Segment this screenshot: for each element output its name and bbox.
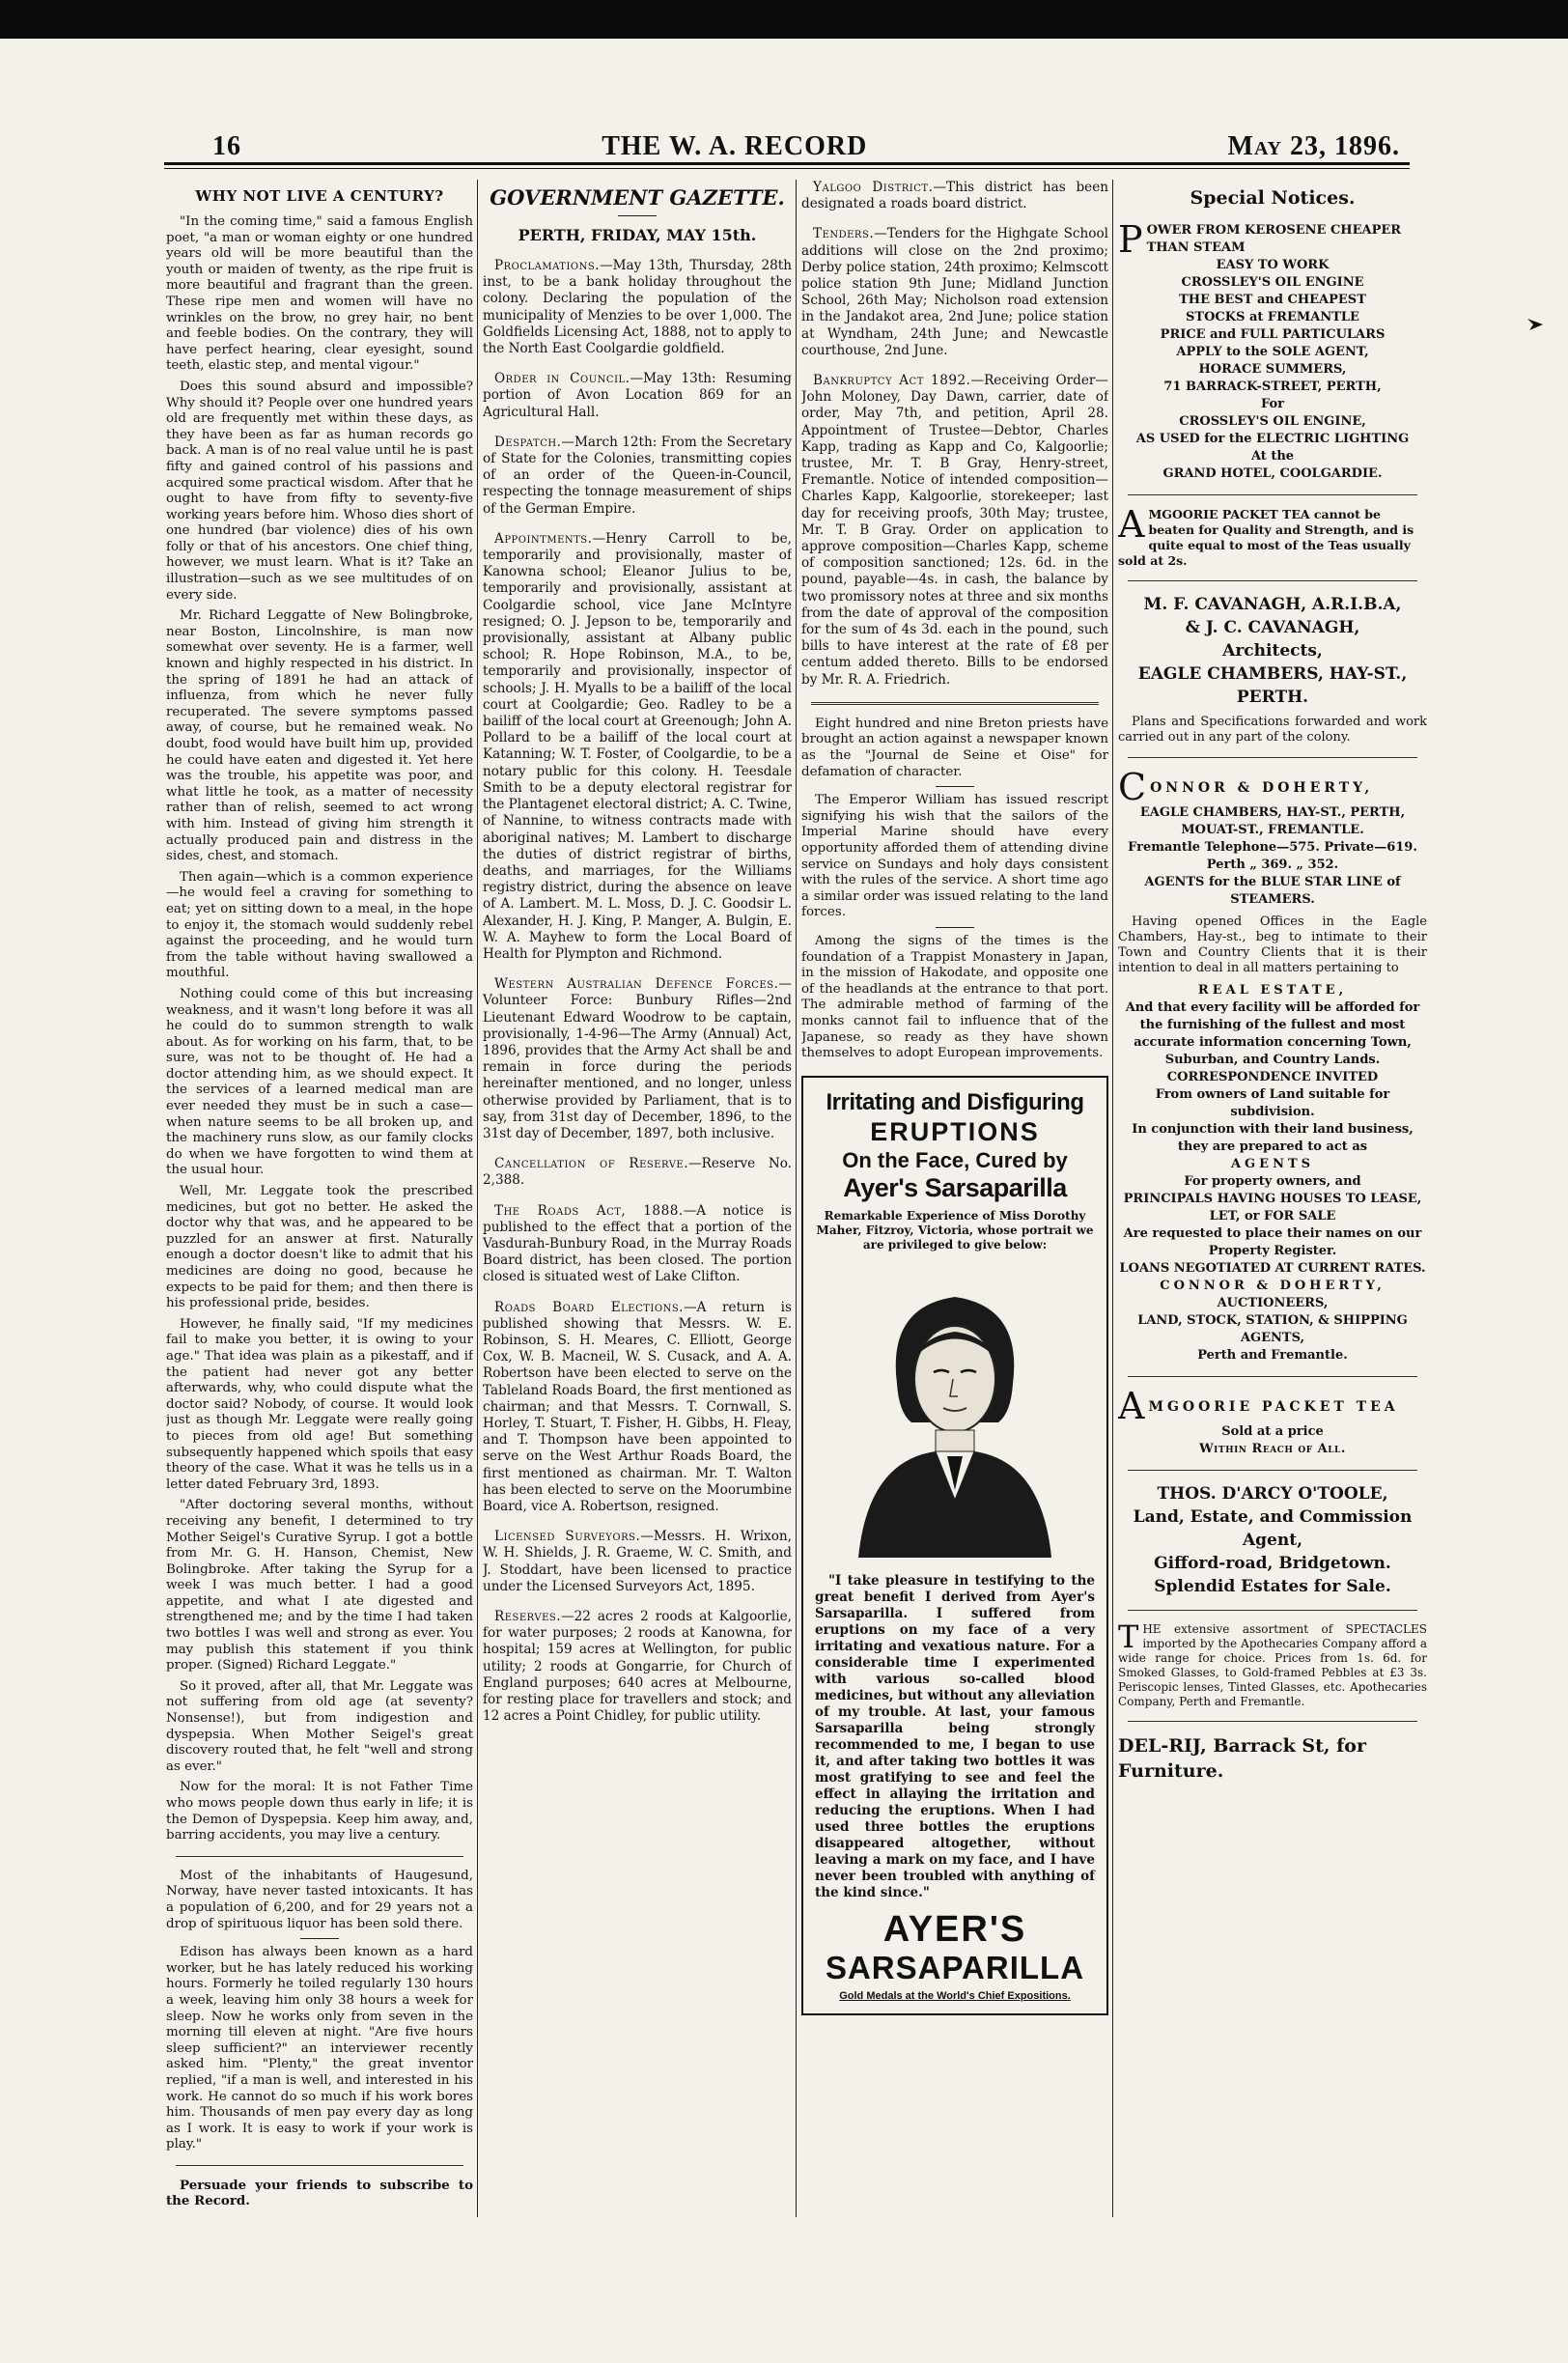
architects-line: M. F. CAVANAGH, A.R.I.B.A, xyxy=(1143,595,1402,614)
tea2-title: MGOORIE PACKET TEA xyxy=(1148,1399,1399,1415)
gazette-title: GOVERNMENT GAZETTE. xyxy=(490,185,785,210)
column-rule xyxy=(477,180,478,2217)
connor-line: MOUAT-ST., FREMANTLE. xyxy=(1181,823,1364,837)
gazette-dateline: PERTH, FRIDAY, MAY 15th. xyxy=(518,226,757,244)
article-paragraph: So it proved, after all, that Mr. Leggate was not suffering from old age (at seventy? Nonsense!), but from indigestion and dyspepsia. When Mother Seigel's great discovery routed that, he felt "well and strong as ever." xyxy=(166,1678,473,1774)
divider xyxy=(618,215,657,216)
gazette-item-text: —Henry Carroll to be, temporarily and provisionally, master of Kanowna school; Eleanor Julius to be, temporarily and provisionally, assistant at Coolgardie school, vice Jane McIntyre resigned; O. J. Jepson to be, temporarily and provisionally, assistant at Albany public school; R. Hope Robinson, M.A., to be, temporarily and provisionally, inspector of schools; J. H. Myalls to be a bailiff of the local court at Coolgardie; Geo. Radley to be a bailiff of the local court at Greenough; John A. Pollard to be a bailiff of the local court at Katanning; W. T. Foster, of Coolgardie, to be a notary public for this colony. H. Teesdale Smith to be a deputy electoral registrar for the Plantagenet electoral district; A. C. Twine, of Nannine, to witness contracts made with aboriginal natives; M. Lambert to discharge the duties of district registrar of births, deaths, and marriages, for the Williams registry district, during the absence on leave of A. Lambert. M. L. Moss, D. J. C. Goodsir L. Alexander, H. J. King, P. Manger, A. Bulgin, E. W. A. Mayhew to form the Local Board of Health for Plympton and Richmond. xyxy=(483,530,792,962)
subscribe-note: Persuade your friends to subscribe to the Record. xyxy=(166,2177,473,2209)
kerosene-line: For xyxy=(1260,397,1285,411)
drop-cap: A xyxy=(1118,1389,1145,1423)
header-rule xyxy=(164,162,1410,169)
article-edison: Edison has always been known as a hard worker, but he has lately reduced his working hours. Formerly he toiled regularly 130 hours a week, leaving him only 38 hours a week for sleep. Now he works only from seven in the morning till eleven at night. "Are five hours sleep sufficient?" an interviewer recently asked him. "Plenty," the great inventor replied, "if a man is well, and interested in his work. He cannot do so much if his work bores him. Thousands of men pay every day as long as I work. It is easy to work if your work is play." xyxy=(166,1945,473,2152)
kerosene-line: GRAND HOTEL, COOLGARDIE. xyxy=(1162,466,1383,481)
ad-headline-eruptions: ERUPTIONS xyxy=(870,1116,1040,1146)
connor-line: PRINCIPALS HAVING HOUSES TO LEASE, LET, or FOR SALE xyxy=(1123,1192,1422,1224)
gazette-item-head: Licensed Surveyors. xyxy=(494,1529,641,1545)
gazette-item-text: —Messrs. H. Wrixon, W. H. Shields, J. R. Graeme, W. C. Smith, and J. Stoddart, have been licensed to practice under the Licensed Surveyors Act, 1895. xyxy=(483,1529,792,1594)
article-paragraph: Nothing could come of this but increasing weakness, and it wasn't long before it was all he could do to summon strength to walk about. As for working on his farm, that, to be sure, was not to be thought of. He had a doctor attending him, as we should expect. It the services of a learned medical man are ever needed they must be in such a case—when nature seems to be all broken up, and the machinery runs slow, as our family clocks do when we have forgotten to wind them at the usual hour. xyxy=(166,986,473,1178)
connor-line: CORRESPONDENCE INVITED xyxy=(1166,1070,1379,1084)
kerosene-line: OWER FROM KEROSENE CHEAPER THAN STEAM xyxy=(1146,223,1402,255)
column-1 xyxy=(166,180,473,2227)
gazette-item-head: Despatch. xyxy=(494,434,562,450)
gazette-item-head: Western Australian Defence Forces. xyxy=(494,976,779,993)
ad-footer: Gold Medals at the World's Chief Expositions. xyxy=(839,1989,1071,2002)
gazette-item-head: The Roads Act, 1888. xyxy=(494,1202,684,1219)
gazette-item xyxy=(483,435,792,518)
divider xyxy=(300,1938,339,1939)
connor-paragraph: Having opened Offices in the Eagle Chambers, Hay-st., beg to intimate to their Town and Country Clients that it is their intention to deal in all matters pertaining to xyxy=(1118,914,1427,975)
gazette-item xyxy=(483,531,792,963)
otoole-ad xyxy=(1118,1482,1427,1598)
kerosene-line: APPLY to the SOLE AGENT, xyxy=(1176,345,1369,359)
connor-line: Perth „ 369. „ 352. xyxy=(1206,858,1339,872)
drop-cap: C xyxy=(1118,770,1147,804)
kerosene-line: CROSSLEY'S OIL ENGINE xyxy=(1181,275,1364,290)
gazette-item xyxy=(801,180,1108,212)
gazette-item-text: —March 12th: From the Secretary of State for the Colonies, transmitting copies of an order of the Queen-in-Council, respecting the tonnage measurement of ships of the German Empire. xyxy=(483,434,792,517)
connor-line: AGENTS for the BLUE STAR LINE of STEAMERS. xyxy=(1144,875,1401,907)
gazette-item-text: —This district has been designated a roads board district. xyxy=(801,180,1108,212)
architects-line: Plans and Specifications forwarded and work carried out in any part of the colony. xyxy=(1118,715,1427,745)
article-body xyxy=(166,214,473,1844)
portrait-illustration xyxy=(839,1268,1071,1558)
gazette-item-text: —Volunteer Force: Bunbury Rifles—2nd Lieutenant Edward Woodrow to be captain, provisionally, 1-4-96—The Army (Annual) Act, 1896, provides that the Army Act shall be and remain in force during the periods hereinafter mentioned, and no longer, unless otherwise provided by Parliament, that is to say, from 31st day of December, 1896, to the 31st day of December, 1897, both inclusive. xyxy=(483,976,792,1141)
article-paragraph: However, he finally said, "If my medicines fail to make you better, it is owing to your age." That idea was plain as a pikestaff, and if the patient had never got any better afterwards, why, who could dispute what the doctor said? Nobody, of course. It would look just as though Mr. Leggate were really going to pieces from old age! But something subsequently happened which spoils that easy theory of the case. What it was he tells us in a letter dated February 3rd, 1893. xyxy=(166,1316,473,1492)
gazette-item-text: —A return is published showing that Messrs. W. E. Robinson, S. H. Meares, C. Elliott, George Cox, W. B. Macneil, W. S. Cusack, and A. A. Robertson have been elected to serve on the Tableland Roads Board, the first mentioned as chairman; and that Messrs. T. Cornwall, S. Horley, T. Stuart, T. Fisher, H. Gibbs, H. Fleay, and T. Thompson have been appointed to serve on the West Arthur Roads Board, the first mentioned as chairman. Mr. T. Walton has been elected to serve on the Moorumbine Board, vice A. Robertson, resigned. xyxy=(483,1299,792,1515)
kerosene-line: STOCKS at FREMANTLE xyxy=(1186,310,1359,324)
connor-line: Fremantle Telephone—575. Private—619. xyxy=(1128,840,1417,855)
otoole-line: THOS. D'ARCY O'TOOLE, xyxy=(1157,1484,1388,1504)
gazette-item-text: —May 13th, Thursday, 28th inst, to be a bank holiday throughout the colony. Declaring the population of the municipality of Menzies to be over 1,000. The Goldfields Licensing Act, 1888, not to apply to the North East Coolgardie goldfield. xyxy=(483,258,792,357)
issue-date: May 23, 1896. xyxy=(1227,131,1400,161)
article-paragraph: Now for the moral: It is not Father Time who mows people down thus early in life; it is the Demon of Dyspepsia. Keep him away, and, barring accidents, you may live a century. xyxy=(166,1780,473,1843)
gazette-item-head: Cancellation of Reserve. xyxy=(494,1156,689,1172)
spectacles-ad xyxy=(1118,1622,1427,1709)
gazette-items xyxy=(483,258,792,1725)
gazette-item xyxy=(483,258,792,357)
divider xyxy=(936,927,974,928)
gazette-item-text: —Reserve No. 2,388. xyxy=(483,1156,792,1189)
page-number: 16 xyxy=(212,131,241,161)
furniture-ad: DEL-RIJ, Barrack St, for Furniture. xyxy=(1118,1735,1366,1782)
divider xyxy=(1128,757,1417,758)
kerosene-line: HORACE SUMMERS, xyxy=(1198,362,1347,377)
ayers-advertisement xyxy=(801,1076,1108,2015)
gazette-item xyxy=(483,976,792,1142)
divider xyxy=(1128,1610,1417,1611)
kerosene-line: THE BEST and CHEAPEST xyxy=(1179,293,1366,307)
gazette-item xyxy=(483,1300,792,1516)
gazette-item-head: Bankruptcy Act 1892. xyxy=(813,373,971,389)
connor-line: REAL ESTATE, xyxy=(1197,983,1348,998)
divider xyxy=(1128,1721,1417,1722)
masthead: THE W. A. RECORD xyxy=(602,131,868,161)
gazette-item-head: Roads Board Elections. xyxy=(494,1299,684,1315)
drop-cap: P xyxy=(1118,218,1143,261)
amgoorie-tea-ad xyxy=(1118,507,1427,569)
gazette-item-head: Proclamations. xyxy=(494,258,601,273)
spectacles-text: HE extensive assortment of SPECTACLES imported by the Apothecaries Company afford a wide range for choice. Prices from 1s. 6d. for Smoked Glasses, to Gold-framed Pebbles at £3 3s. Periscopic lenses, Tinted Glasses, etc. Apothecaries Company, Perth and Fremantle. xyxy=(1118,1622,1427,1708)
gazette-item-head: Appointments. xyxy=(494,530,593,547)
otoole-line: Land, Estate, and Commission xyxy=(1133,1507,1413,1527)
connor-line: LOANS NEGOTIATED AT CURRENT RATES. xyxy=(1119,1261,1426,1276)
connor-line: For property owners, and xyxy=(1184,1174,1361,1189)
connor-line: AUCTIONEERS, xyxy=(1217,1296,1329,1310)
gazette-item-text: —A notice is published to the effect that a portion of the Vasdurah-Bunbury Road, in the Murray Roads Board district, has been closed. The portion closed is situated west of Lake Clifton. xyxy=(483,1202,792,1285)
gazette-item xyxy=(801,373,1108,689)
kerosene-ad xyxy=(1118,218,1427,483)
connor-line: LAND, STOCK, STATION, & SHIPPING AGENTS, xyxy=(1137,1313,1408,1345)
connor-line: In conjunction with their land business, they are prepared to act as xyxy=(1132,1122,1414,1154)
article-paragraph: "In the coming time," said a famous English poet, "a man or woman eighty or one hundred years old will be more beautiful than the youth or maiden of twenty, as the ripe fruit is more beautiful and fragrant than the green. These ripe men and women will have no wrinkles on the brow, no grey hair, no bent and feeble bodies. On the contrary, they will have perfect hearing, clear eyesight, sound teeth, elastic step, and mental vigour." xyxy=(166,214,473,374)
article-paragraph: Well, Mr. Leggate took the prescribed medicines, but got no better. He asked the doctor why that was, and he appeared to be puzzled for an answer at first. Naturally enough a doctor doesn't like to admit that his medicines are doing no good, because he expects to be paid for them; and then there is his professional pride, besides. xyxy=(166,1184,473,1311)
ad-brand-product: SARSAPARILLA xyxy=(825,1949,1085,1985)
drop-cap: T xyxy=(1118,1622,1139,1655)
connor-line: CONNOR & DOHERTY, xyxy=(1160,1279,1386,1293)
tea2-line: Sold at a price xyxy=(1221,1424,1324,1439)
kerosene-line: At the xyxy=(1250,449,1295,464)
divider xyxy=(1128,580,1417,581)
divider xyxy=(1128,494,1417,495)
article-paragraph: Then again—which is a common experience—he would feel a craving for something to eat; yet on sitting down to a meal, in the hope to enjoy it, the stomach would suddenly rebel against the proceeding, and he would turn from the table without having swallowed a mouthful. xyxy=(166,869,473,981)
column-rule xyxy=(796,180,797,2217)
page-header xyxy=(212,124,1400,162)
architects-line: PERTH. xyxy=(1236,688,1309,707)
connor-line: And that every facility will be afforded for the furnishing of the fullest and most accurate information concerning Town, Suburban, and Country Lands. xyxy=(1125,1000,1420,1067)
divider xyxy=(176,1856,463,1857)
otoole-line: Splendid Estates for Sale. xyxy=(1154,1577,1391,1596)
article-haugesund: Most of the inhabitants of Haugesund, Norway, have never tasted intoxicants. It has a population of 6,200, and for 29 years not a drop of spirituous liquor has been sold there. xyxy=(166,1868,473,1931)
gazette-item-text: —May 13th: Resuming portion of Avon Location 869 for an Agricultural Hall. xyxy=(483,371,792,420)
connor-line: From owners of Land suitable for subdivision. xyxy=(1155,1087,1390,1119)
column-4 xyxy=(1118,180,1427,2227)
gazette-item xyxy=(483,1609,792,1725)
gazette-item xyxy=(483,1203,792,1286)
column-2 xyxy=(483,180,792,2227)
gazette-item-text: —22 acres 2 roods at Kalgoorlie, for water purposes; 2 roods at Kanowna, for hospital; 159 acres at Wellington, for public utility; 2 roods at Gongarrie, for Church of England purposes; 640 acres at Melbourne, for resting place for travellers and stock; and 12 acres a Point Chidley, for public utility. xyxy=(483,1609,792,1725)
kerosene-line: AS USED for the ELECTRIC LIGHTING xyxy=(1135,432,1410,446)
tea-text: MGOORIE PACKET TEA cannot be beaten for Quality and Strength, and is quite equal to most of the Teas usually sold at 2s. xyxy=(1118,507,1414,568)
notices-title: Special Notices. xyxy=(1190,187,1356,209)
gazette-item-text: —Tenders for the Highgate School additions will close on the 2nd proximo; Derby police station, 24th proximo; Kelmscott police station 9th June; Midland Junction School, 26th May; Nicholson road extension in the Jandakot area, 2nd June; police station at Wyndham, 24th June; and Newcastle courthouse, 2nd June. xyxy=(801,226,1108,358)
connor-line: AGENTS xyxy=(1230,1157,1315,1171)
ad-testimonial: "I take pleasure in testifying to the great benefit I derived from Ayer's Sarsaparilla. I suffered from eruptions on my face of a very irritating and vexatious nature. For a considerable time I experimented with various so-called blood medicines, but without any alleviation of my trouble. At last, your famous Sarsaparilla being strongly recommended to me, I began to use it, and after taking two bottles it was most gratifying to see and feel the effect in allaying the irritation and reducing the eruptions. When I had used three bottles the eruptions disappeared altogether, without leaving a mark on my face, and I have never been troubled with anything of the kind since." xyxy=(815,1572,1095,1900)
gazette-item-text: —Receiving Order—John Moloney, Day Dawn, carrier, date of order, May 7th, and petition, April 28. Appointment of Trustee—Debtor, Charles Kapp, trading as Kapp and Co, Kalgoorlie; trustee, Mr. T. B Gray, Henry-street, Fremantle. Notice of intended composition—Charles Kapp, Kalgoorlie, storekeeper; last day for receiving proofs, 30th May; trustee, Mr. T. B Gray. Order on application to approve composition—Charles Kapp, scheme of composition sanctioned; 12s. 6d. in the pound, payable—4s. in cash, the balance by two promissory notes at three and six months from the date of approval of the composition for the sum of 4s 3d. each in the pound, such bills to have interest at the rate of £8 per centum added thereto. Bills to be endorsed by Mr. R. A. Friedrich. xyxy=(801,373,1108,688)
article-paragraph: Does this sound absurd and impossible? Why should it? People over one hundred years old are frequently met within these days, as they have been as far as human records go back. A man is of no real value until he is past fifty and gained control of his passions and acquired some practical wisdom. After that he ought to have from fifty to seventy-five working years before him. Whoso dies short of one hundred (bar violence) dies of his own folly or that of his ancestors. One chief thing, however, we must learn. What is it? Take an illustration—such as we see multitudes of on every side. xyxy=(166,379,473,603)
ad-headline: Irritating and Disfiguring xyxy=(826,1088,1084,1115)
otoole-line: Agent, xyxy=(1242,1531,1303,1550)
connor-line: Perth and Fremantle. xyxy=(1197,1348,1348,1363)
divider xyxy=(176,2165,463,2166)
gazette-item xyxy=(801,226,1108,359)
architects-line: Architects, xyxy=(1222,641,1323,661)
drop-cap: A xyxy=(1118,507,1145,546)
scan-border xyxy=(0,0,1568,39)
gazette-item xyxy=(483,1529,792,1595)
divider xyxy=(936,786,974,787)
news-briefs xyxy=(801,717,1108,1062)
article-title: WHY NOT LIVE A CENTURY? xyxy=(195,187,444,205)
column-rule xyxy=(1112,180,1113,2217)
gazette-item-head: Reserves. xyxy=(494,1609,562,1625)
architects-line: & J. C. CAVANAGH, xyxy=(1185,618,1360,637)
kerosene-line: EASY TO WORK xyxy=(1216,258,1330,272)
connor-line: EAGLE CHAMBERS, HAY-ST., PERTH, xyxy=(1139,805,1406,820)
kerosene-line: PRICE and FULL PARTICULARS xyxy=(1160,327,1386,342)
gazette-item-head: Yalgoo District. xyxy=(813,180,934,195)
article-paragraph: Mr. Richard Leggatte of New Bolingbroke, near Boston, Lincolnshire, is man now somewhat over seventy. He is a farmer, well known and highly respected in his district. In the spring of 1891 he had an attack of influenza, from which he never fully recuperated. The severe symptoms passed away, of course, but he remained weak. No doubt, food would have built him up, provided he could have eaten and digested it. Yet here was the trouble, his appetite was poor, and what little he took, as a matter of necessity rather than of relish, seemed to act wrong with him. Instead of giving him strength it actually produced pain and distress in the sides, chest, and stomach. xyxy=(166,608,473,864)
gazette-item-head: Order in Council. xyxy=(494,371,630,387)
gazette-item xyxy=(483,371,792,421)
divider xyxy=(1128,1376,1417,1377)
otoole-line: Gifford-road, Bridgetown. xyxy=(1154,1554,1391,1573)
firm-name: ONNOR & DOHERTY, xyxy=(1150,780,1374,796)
divider xyxy=(1128,1470,1417,1471)
ad-brand: AYER'S xyxy=(882,1908,1027,1950)
article-paragraph: "After doctoring several months, without receiving any benefit, I determined to try Mother Seigel's Curative Syrup. I got a bottle from Mr. G. H. Hanson, Chemist, New Bolingbroke. After taking the Syrup for a week I was much better. I had a good appetite, and what I ate digested and strengthened me; and by the time I had taken two bottles I was well and strong as ever. You may publish this statement if you think proper. (Signed) Richard Leggate." xyxy=(166,1498,473,1674)
amgoorie-tea-ad-2 xyxy=(1118,1389,1427,1458)
news-brief: The Emperor William has issued rescript signifying his wish that the sailors of the Imperial Marine should have every opportunity afforded them of attending divine service on Sundays and holy days consistent with the rules of the service. A short time ago a similar order was issued relating to the land forces. xyxy=(801,793,1108,920)
divider xyxy=(811,702,1099,705)
news-brief: Among the signs of the times is the foundation of a Trappist Monastery in Japan, in the mission of Hakodate, and opposite one of the headlands at the entrance to that port. The admirable method of farming of the monks cannot fail to influence that of the Japanese, so ready as they have shown themselves to adopt European improvements. xyxy=(801,934,1108,1061)
gazette-item xyxy=(483,1156,792,1189)
kerosene-line: 71 BARRACK-STREET, PERTH, xyxy=(1163,380,1382,394)
gazette-item-head: Tenders. xyxy=(813,226,875,242)
ad-subheadline: On the Face, Cured by xyxy=(842,1147,1068,1172)
margin-arrow-icon xyxy=(1526,315,1545,334)
ad-intro: Remarkable Experience of Miss Dorothy Maher, Fitzroy, Victoria, whose portrait we are privileged to give below: xyxy=(816,1208,1094,1252)
tea2-line: Within Reach of All. xyxy=(1199,1442,1346,1456)
gazette-items-cont xyxy=(801,180,1108,689)
connor-doherty-ad xyxy=(1118,770,1427,1364)
connor-line: Are requested to place their names on our Property Register. xyxy=(1123,1226,1422,1258)
architects-line: EAGLE CHAMBERS, HAY-ST., xyxy=(1137,664,1408,684)
ad-product: Ayer's Sarsaparilla xyxy=(843,1172,1067,1202)
column-3 xyxy=(801,180,1108,2227)
kerosene-line: CROSSLEY'S OIL ENGINE, xyxy=(1179,414,1366,429)
architects-ad xyxy=(1118,593,1427,745)
news-brief: Eight hundred and nine Breton priests have brought an action against a newspaper known as the "Journal de Seine et Oise" for defamation of character. xyxy=(801,716,1108,779)
